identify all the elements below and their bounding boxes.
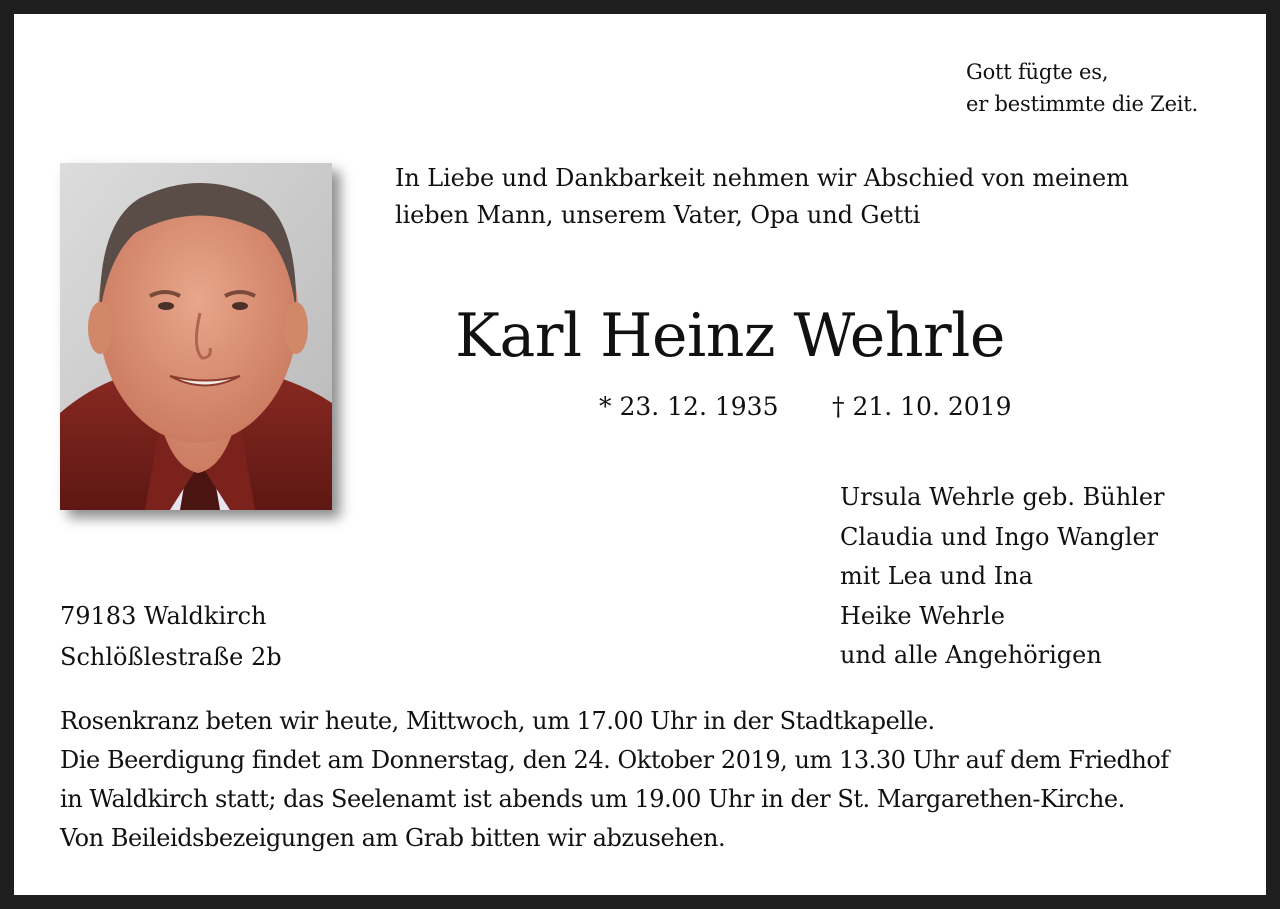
obituary-notice (14, 14, 1266, 895)
deceased-name: Karl Heinz Wehrle (455, 301, 1005, 371)
mourner-line: mit Lea und Ina (840, 562, 1033, 590)
address-city: 79183 Waldkirch (60, 602, 267, 630)
notice-line: Rosenkranz beten wir heute, Mittwoch, um 17.00 Uhr in der Stadtkapelle. (60, 707, 935, 735)
notice-line: in Waldkirch statt; das Seelenamt ist abends um 19.00 Uhr in der St. Margarethen-Kirche. (60, 785, 1125, 813)
birth-date: * 23. 12. 1935 (599, 392, 779, 421)
address-street: Schlößlestraße 2b (60, 643, 282, 671)
motto-line: Gott fügte es, (966, 60, 1109, 84)
mourner-line: Claudia und Ingo Wangler (840, 522, 1159, 551)
motto (966, 56, 1198, 120)
mourner-line: Ursula Wehrle geb. Bühler (840, 483, 1165, 511)
address (60, 596, 282, 678)
intro-line: lieben Mann, unserem Vater, Opa und Getti (395, 201, 921, 229)
funeral-notice (60, 702, 1169, 858)
intro-line: In Liebe und Dankbarkeit nehmen wir Abschied von meinem (395, 164, 1129, 192)
mourners-list (840, 478, 1165, 676)
death-date: † 21. 10. 2019 (832, 392, 1012, 421)
mourner-line: und alle Angehörigen (840, 641, 1102, 669)
notice-line: Von Beileidsbezeigungen am Grab bitten wir abzusehen. (60, 824, 726, 852)
motto-line: er bestimmte die Zeit. (966, 92, 1199, 116)
intro-text (395, 160, 1129, 234)
mourner-line: Heike Wehrle (840, 601, 1005, 630)
notice-line: Die Beerdigung findet am Donnerstag, den 24. Oktober 2019, um 13.30 Uhr auf dem Friedhof (60, 746, 1169, 774)
